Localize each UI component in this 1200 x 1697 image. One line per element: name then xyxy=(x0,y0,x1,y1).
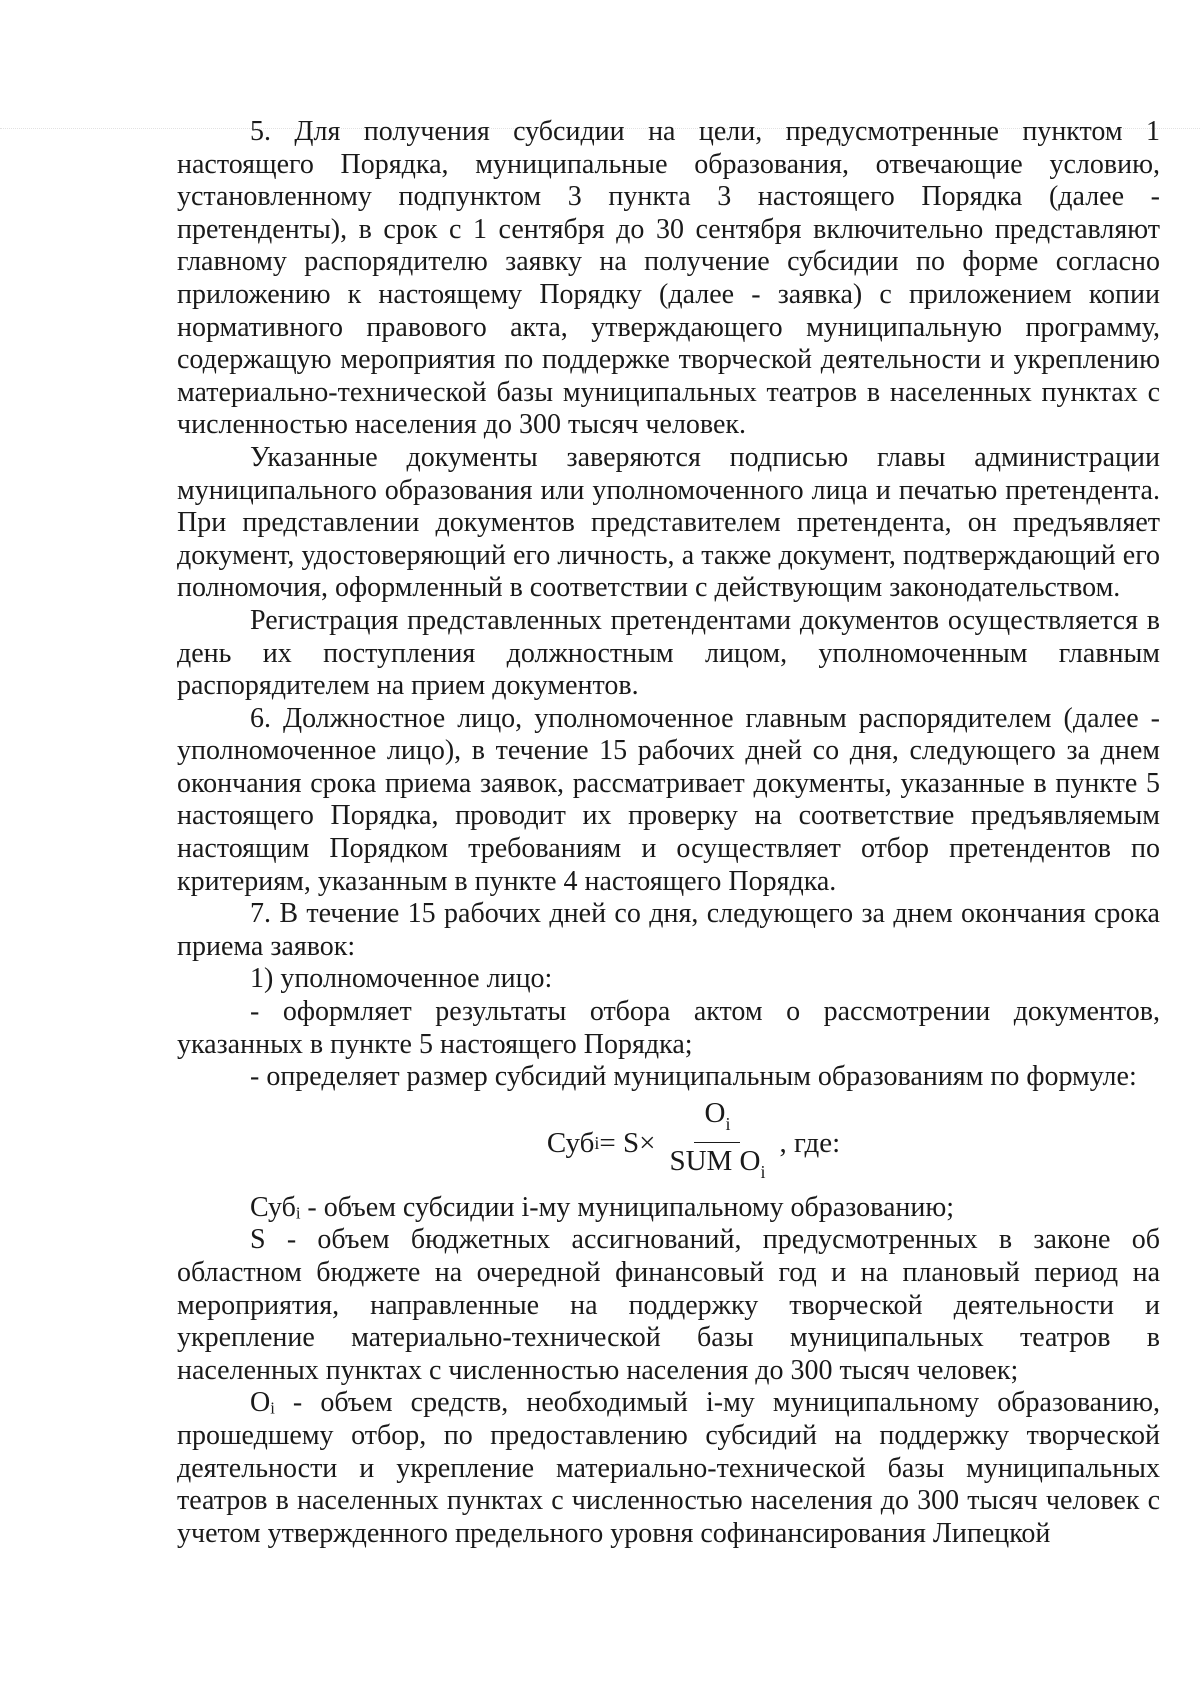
paragraph-dash-1: - оформляет результаты отбора актом о рассмотрении документов, указанных в пункте 5 настоящего Порядка; xyxy=(177,996,1160,1060)
paragraph-item-6: 6. Должностное лицо, уполномоченное главным распорядителем (далее - уполномоченное лицо), в течение 15 рабочих дней со дня, следующего за днем окончания срока приема заявок, рассматривает документы, указанные в пункте 5 настоящего Порядка, проводит их проверку на соответствие предъявляемым настоящим Порядком требованиям и осуществляет отбор претендентов по критериям, указанным в пункте 4 настоящего Порядка. xyxy=(177,702,1160,897)
paragraph-registration: Регистрация представленных претендентами документов осуществляется в день их поступления должностным лицом, уполномоченным главным распорядителем на прием документов. xyxy=(177,604,1160,702)
paragraph-def-oi: Oᵢ - объем средств, необходимый i-му муниципальному образованию, прошедшему отбор, по предоставлению субсидий на поддержку творческой деятельности и укрепление материально-технической базы муниципальных театров в населенных пунктах с численностью населения до 300 тысяч человек с учетом утвержденного предельного уровня софинансирования Липецкой xyxy=(177,1387,1160,1549)
formula-numerator: $O_i$ xyxy=(694,1097,740,1144)
paragraph-subitem-1: 1) уполномоченное лицо: xyxy=(250,963,553,995)
paragraph-def-sub: Субᵢ - объем субсидии i-му муниципальному образованию; xyxy=(250,1191,955,1223)
formula-lhs-subscript: i xyxy=(594,1132,600,1153)
formula-expression xyxy=(547,1097,840,1189)
formula-lhs: Суб xyxy=(546,1126,595,1159)
paragraph-def-s: S - объем бюджетных ассигнований, предусмотренных в законе об областном бюджете на очередной финансовый год и на плановый период на мероприятия, направленные на поддержку творческой деятельности и укрепление материально-технической базы муниципальных театров в населенных пунктах с численностью населения до 300 тысяч человек; xyxy=(177,1224,1160,1386)
paragraph-dash-2: - определяет размер субсидий муниципальным образованиям по формуле: xyxy=(250,1061,1137,1093)
subsidy-formula xyxy=(177,1094,1160,1192)
paragraph-item-5: 5. Для получения субсидии на цели, предусмотренные пунктом 1 настоящего Порядка, муниципальные образования, отвечающие условию, установленному подпунктом 3 пункта 3 настоящего Порядка (далее - претенденты), в срок с 1 сентября до 30 сентября включительно представляют главному распорядителю заявку на получение субсидии по форме согласно приложению к настоящему Порядку (далее - заявка) с приложением копии нормативного правового акта, утверждающего муниципальную программу, содержащую мероприятия по поддержке творческой деятельности и укреплению материально-технической базы муниципальных театров в населенных пунктах с численностью населения до 300 тысяч человек. xyxy=(177,116,1160,441)
paragraph-certification: Указанные документы заверяются подписью главы администрации муниципального образования или уполномоченного лица и печатью претендента. При представлении документов представителем претендента, он предъявляет документ, удостоверяющий его личность, а также документ, подтверждающий его полномочия, оформленный в соответствии с действующим законодательством. xyxy=(177,441,1160,604)
formula-fraction xyxy=(659,1097,775,1189)
formula-denominator: SUM $O_i$ xyxy=(669,1145,766,1183)
formula-tail: , где: xyxy=(779,1126,841,1159)
paragraph-item-7: 7. В течение 15 рабочих дней со дня, следующего за днем окончания срока приема заявок: xyxy=(177,898,1160,962)
document-body xyxy=(177,116,1160,1550)
formula-equals-s: = S× xyxy=(599,1126,656,1159)
